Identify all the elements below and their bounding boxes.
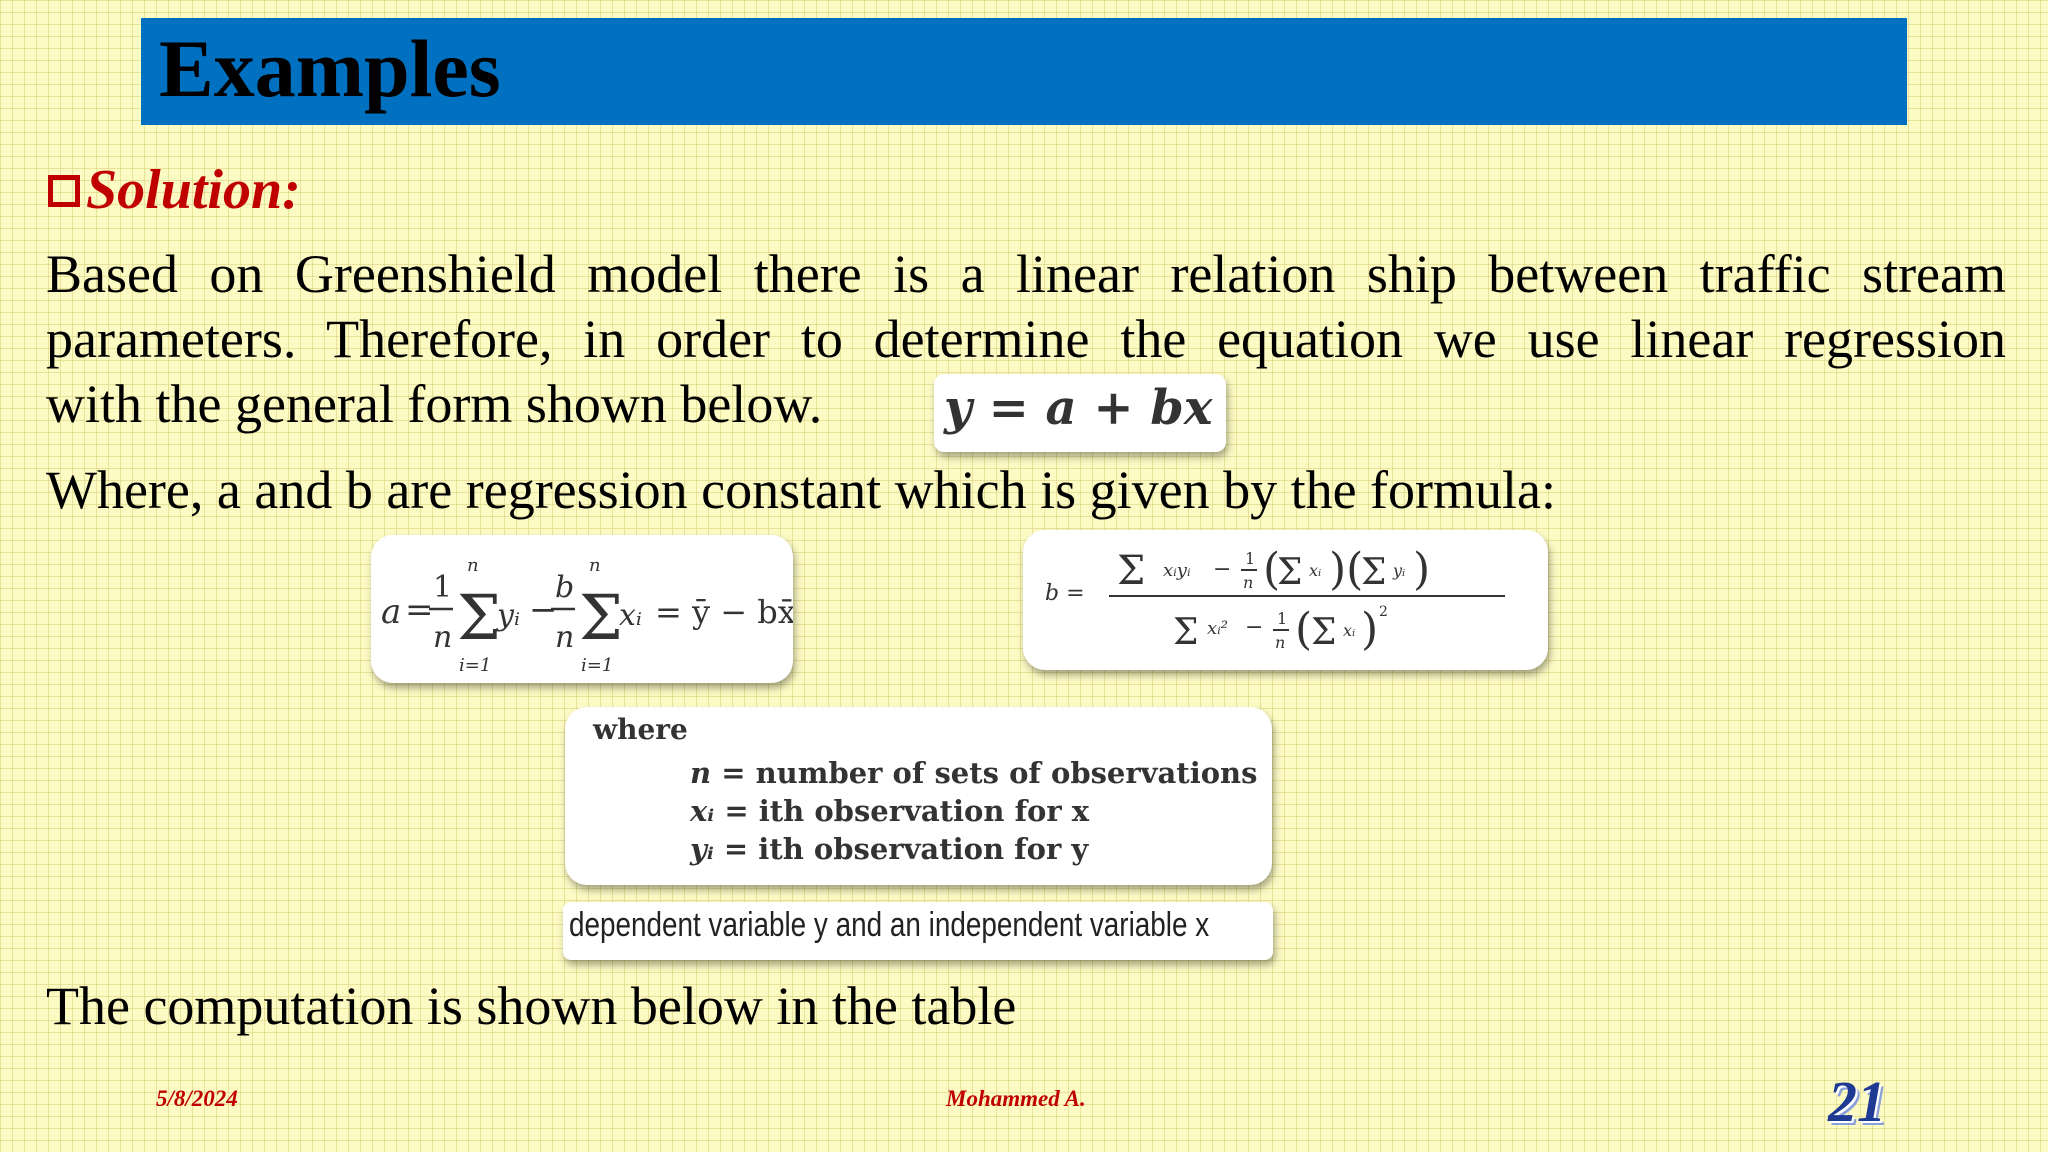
svg-text:n: n (1243, 573, 1254, 592)
formula-a-lhs: a (381, 592, 402, 632)
where-sentence: Where, a and b are regression constant which is given by the formula: (46, 460, 1556, 520)
definition-item: yᵢ = ith observation for y (690, 832, 1089, 866)
computation-sentence: The computation is shown below in the table (46, 976, 1017, 1036)
svg-text:n: n (467, 555, 479, 576)
footer-author: Mohammed A. (946, 1086, 1086, 1111)
svg-text:b =: b = (1045, 581, 1085, 606)
svg-text:−: − (529, 590, 558, 630)
svg-text:yᵢ: yᵢ (497, 598, 520, 633)
definition-item: n = number of sets of observations (690, 756, 1258, 790)
svg-text:b: b (555, 570, 575, 605)
svg-text:xᵢ²: xᵢ² (1207, 618, 1228, 639)
page-number: 21 (1828, 1069, 1886, 1134)
svg-text:Σ: Σ (1173, 612, 1199, 653)
svg-text:Σ: Σ (1361, 552, 1387, 593)
svg-text:Σ: Σ (457, 581, 501, 654)
svg-text:1: 1 (1245, 549, 1256, 568)
svg-text:Σ: Σ (579, 581, 623, 654)
solution-label: Solution: (86, 159, 301, 221)
svg-text:n: n (1275, 633, 1286, 652)
formula-b-graphic (1023, 530, 1548, 670)
svg-text:=: = (405, 590, 434, 630)
paragraph-line: Based on Greenshield model there is a linear relation ship between traffic stream (46, 244, 2006, 304)
title-bar (141, 18, 1907, 125)
definitions-title: where (593, 713, 688, 746)
svg-text:Σ: Σ (1277, 552, 1303, 593)
svg-text:n: n (589, 555, 601, 576)
svg-text:yᵢ: yᵢ (1393, 561, 1406, 580)
variable-note-box (563, 902, 1273, 960)
svg-text:xᵢyᵢ: xᵢyᵢ (1163, 560, 1191, 581)
svg-text:xᵢ: xᵢ (619, 598, 642, 633)
svg-text:xᵢ: xᵢ (1343, 621, 1356, 640)
svg-text:= ȳ − bx̄: = ȳ − bx̄ (655, 593, 793, 631)
svg-text:(: ( (1263, 544, 1281, 595)
svg-text:−: − (1245, 615, 1264, 640)
general-form-equation: y = a + bx (944, 380, 1213, 436)
formula-b-box (1023, 530, 1548, 670)
definitions-box (565, 707, 1272, 885)
definition-item: xᵢ = ith observation for x (690, 794, 1090, 828)
general-form-equation-box (934, 374, 1226, 452)
svg-text:Σ: Σ (1311, 612, 1337, 653)
footer-date: 5/8/2024 (156, 1086, 238, 1111)
svg-text:Σ: Σ (1117, 548, 1146, 594)
svg-text:i=1: i=1 (581, 655, 614, 676)
paragraph-line: parameters. Therefore, in order to determine the equation we use linear regression (46, 309, 2006, 369)
svg-text:1: 1 (1277, 609, 1288, 628)
svg-text:n: n (555, 620, 575, 655)
slide-title: Examples (159, 23, 501, 114)
variable-note: dependent variable y and an independent variable x (569, 906, 1210, 944)
solution-heading (48, 158, 301, 222)
svg-text:)(: )( (1329, 544, 1364, 595)
checkbox-bullet-icon (48, 175, 80, 207)
svg-text:−: − (1213, 557, 1232, 582)
svg-text:xᵢ: xᵢ (1309, 561, 1322, 580)
paragraph-line: with the general form shown below. (46, 374, 823, 434)
svg-text:2: 2 (1379, 604, 1388, 620)
svg-text:): ) (1361, 604, 1379, 655)
definitions-list (690, 754, 1257, 868)
svg-text:(: ( (1295, 604, 1313, 655)
svg-text:i=1: i=1 (459, 655, 492, 676)
svg-text:1: 1 (433, 570, 453, 605)
formula-a-box (371, 535, 793, 683)
formula-a-graphic (371, 535, 793, 683)
svg-text:): ) (1413, 544, 1431, 595)
svg-text:n: n (433, 620, 453, 655)
